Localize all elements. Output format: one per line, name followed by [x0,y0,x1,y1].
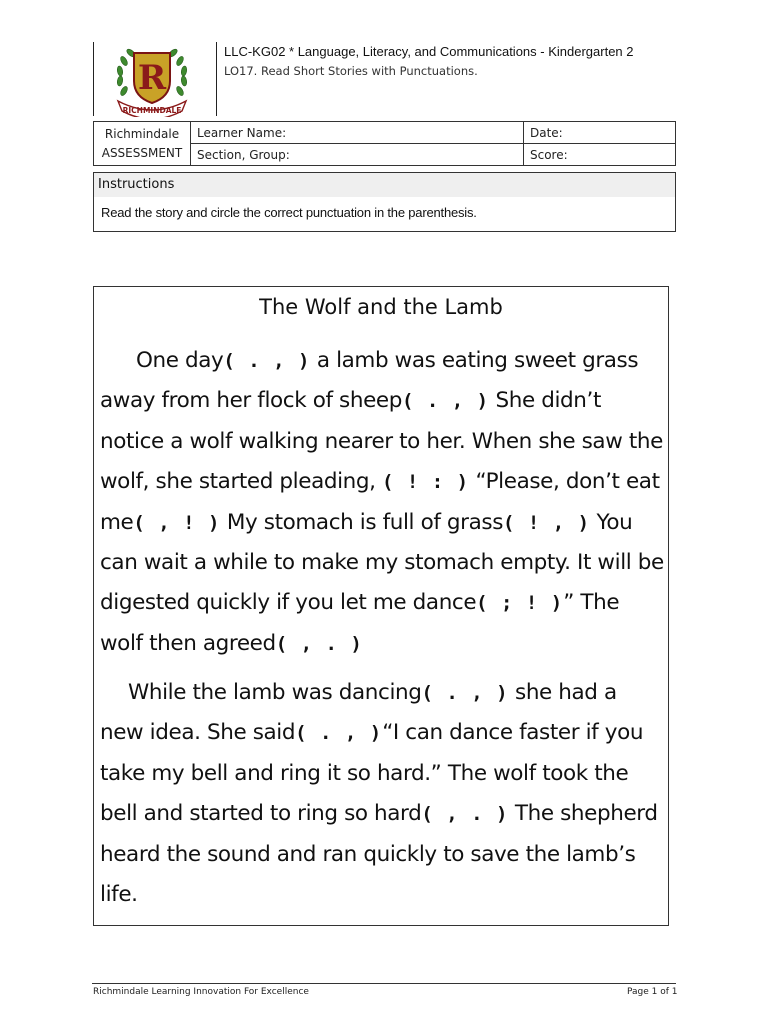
punctuation-choice[interactable]: ( . , ) [421,682,509,704]
svg-text:RICHMINDALE: RICHMINDALE [122,106,182,115]
story-title: The Wolf and the Lamb [259,295,503,319]
header-left-divider [93,42,94,116]
story-text: ” The wolf then agreed [100,590,620,656]
school-logo [112,41,192,117]
assessment-label: ASSESSMENT [101,145,183,160]
punctuation-choice[interactable]: ( . , ) [223,350,311,372]
punctuation-choice[interactable]: ( ! , ) [503,511,591,534]
instructions-heading: Instructions [94,173,675,197]
story-text: My stomach is full of grass [226,509,503,535]
story-text: “I can dance faster if you take my bell and ring it so hard.” The wolf took the bell and started to ring so hard [100,720,644,827]
punctuation-choice[interactable]: ( ! : ) [382,471,470,494]
story-text: She didn’t notice a wolf walking nearer to her. When she saw the wolf, she started pleading, [100,388,663,495]
story-text: “Please, don’t eat me [100,469,660,535]
learner-name-field[interactable]: Learner Name: [191,122,524,144]
page-number: Page 1 of 1 [627,987,678,997]
punctuation-choice[interactable]: ( , . ) [275,632,363,655]
svg-text:R: R [137,58,167,98]
story-text: While the lamb was dancing [128,680,422,705]
punctuation-choice[interactable]: ( ; ! ) [476,592,564,615]
story-paragraph-1 [100,341,666,664]
instructions-text: Read the story and circle the correct punctuation in the parenthesis. [101,205,477,220]
story-text: she had a new idea. She said [100,680,617,746]
punctuation-choice[interactable]: ( , . ) [421,803,509,826]
score-field[interactable]: Score: [524,144,676,166]
date-field[interactable]: Date: [524,122,676,144]
story-box [93,286,669,926]
story-text: You can wait a while to make my stomach empty. It will be digested quickly if you let me dance [100,509,664,616]
header-right-divider [216,42,217,116]
section-group-field[interactable]: Section, Group: [191,144,524,166]
course-title: LLC-KG02 * Language, Literacy, and Communications - Kindergarten 2 [224,44,634,59]
story-text: a lamb was eating sweet grass away from her flock of sheep [100,348,639,414]
school-name: Richmindale [104,126,180,141]
story-text: One day [136,348,224,373]
punctuation-choice[interactable]: ( . , ) [295,722,383,745]
course-subtitle: LO17. Read Short Stories with Punctuations. [224,64,478,78]
footer-tagline: Richmindale Learning Innovation For Excellence [93,987,309,997]
instructions-box [93,172,676,232]
story-text: The shepherd heard the sound and ran quickly to save the lamb’s life. [100,801,658,908]
punctuation-choice[interactable]: ( . , ) [401,390,490,413]
school-name-cell [94,122,191,166]
punctuation-choice[interactable]: ( , ! ) [133,511,221,534]
footer-divider [92,983,676,984]
story-paragraph-2 [100,673,666,915]
learner-info-table [93,121,676,166]
